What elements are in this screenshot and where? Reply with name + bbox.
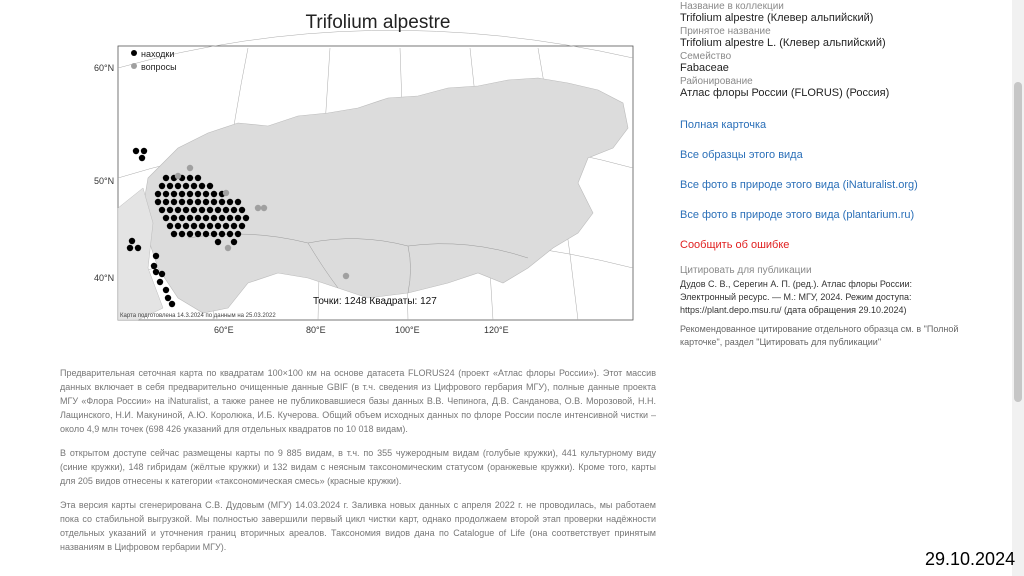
lat-label-50: 50°N <box>94 176 115 186</box>
legend-question-marker <box>131 63 137 69</box>
occurrence-point <box>171 199 177 205</box>
citation-note: Рекомендованное цитирование отдельного образца см. в "Полной карточке", раздел "Цитировать для публикации" <box>680 324 959 347</box>
occurrence-point <box>219 215 225 221</box>
occurrence-point <box>183 207 189 213</box>
occurrence-point <box>195 231 201 237</box>
occurrence-point <box>195 191 201 197</box>
lon-label-100: 100°E <box>395 325 420 335</box>
occurrence-point <box>207 223 213 229</box>
map-description <box>60 366 656 564</box>
family-value: Fabaceae <box>680 62 729 74</box>
distribution-map <box>94 8 648 348</box>
occurrence-point <box>239 207 245 213</box>
occurrence-point <box>255 205 261 211</box>
occurrence-point <box>167 183 173 189</box>
occurrence-point <box>163 199 169 205</box>
occurrence-point <box>223 207 229 213</box>
occurrence-point <box>195 215 201 221</box>
occurrence-point <box>187 175 193 181</box>
occurrence-point <box>159 271 165 277</box>
occurrence-point <box>175 223 181 229</box>
occurrence-point <box>223 223 229 229</box>
occurrence-point <box>195 199 201 205</box>
occurrence-point <box>163 215 169 221</box>
occurrence-point <box>235 199 241 205</box>
occurrence-point <box>239 223 245 229</box>
occurrence-point <box>219 199 225 205</box>
occurrence-point <box>211 199 217 205</box>
collection-name-label: Название в коллекции <box>680 1 784 12</box>
accepted-name-label: Принятое название <box>680 26 771 37</box>
occurrence-point <box>133 148 139 154</box>
scrollbar-thumb[interactable] <box>1014 82 1022 402</box>
occurrence-point <box>179 191 185 197</box>
family-label: Семейство <box>680 51 732 62</box>
inaturalist-photos-link[interactable]: Все фото в природе этого вида (iNaturalist.org) <box>680 179 918 191</box>
occurrence-point <box>199 183 205 189</box>
lon-label-60: 60°E <box>214 325 234 335</box>
citation-text: Дудов С. В., Серегин А. П. (ред.). Атлас флоры России: Электронный ресурс. — М.: МГУ, 2024. Режим доступа: https://plant.depo.msu.ru/ (дата обращения 29.10.2024) <box>680 279 913 315</box>
occurrence-point <box>191 223 197 229</box>
description-paragraph-1: Предварительная сеточная карта по квадратам 100×100 км на основе датасета FLORUS24 (проект «Атлас флоры России»). Этот массив данных включает в себя предварительно очищенные данные GBIF (в т.ч. сведения из Цифрового гербария МГУ), полные данные проекта МГУ «Флора России» на iNaturalist, а также ранее не публиковавшиеся базы данных В.В. Чепинога, Д.В. Санданова, О.В. Морозовой, Н.Н. Лащинского, Н.И. Макуниной, А.Ю. Королюка, И.Б. Кучерова. Общий объем исходных данных по флоре России после интенсивной чистки – около 4,9 млн точек (698 426 указаний для отдельных квадратов по 10 018 видам). <box>60 368 656 434</box>
occurrence-point <box>203 231 209 237</box>
occurrence-point <box>167 223 173 229</box>
occurrence-point <box>343 273 349 279</box>
occurrence-point <box>235 215 241 221</box>
occurrence-point <box>199 207 205 213</box>
cite-label: Цитировать для публикации <box>680 265 812 276</box>
occurrence-point <box>171 231 177 237</box>
occurrence-point <box>187 165 193 171</box>
occurrence-point <box>139 155 145 161</box>
map-canvas <box>94 8 648 348</box>
occurrence-point <box>187 231 193 237</box>
species-info-panel <box>680 0 980 349</box>
occurrence-point <box>169 301 175 307</box>
occurrence-point <box>141 148 147 154</box>
plantarium-photos-link[interactable]: Все фото в природе этого вида (plantarium.ru) <box>680 209 915 221</box>
occurrence-point <box>231 239 237 245</box>
occurrence-point <box>187 199 193 205</box>
occurrence-point <box>215 207 221 213</box>
occurrence-point <box>211 191 217 197</box>
occurrence-point <box>175 183 181 189</box>
legend-found-label: находки <box>141 49 175 59</box>
occurrence-point <box>235 231 241 237</box>
occurrence-point <box>207 207 213 213</box>
occurrence-point <box>243 215 249 221</box>
occurrence-point <box>223 190 229 196</box>
occurrence-point <box>215 239 221 245</box>
date-stamp: 29.10.2024 <box>925 549 1016 569</box>
map-footnote: Карта подготовлена 14.3.2024 по данным на 25.03.2022 <box>120 313 276 319</box>
occurrence-point <box>211 231 217 237</box>
occurrence-point <box>179 231 185 237</box>
occurrence-point <box>135 245 141 251</box>
occurrence-point <box>159 183 165 189</box>
report-error-link[interactable]: Сообщить об ошибке <box>680 239 790 251</box>
map-title: Trifolium alpestre <box>305 12 451 33</box>
lon-label-80: 80°E <box>306 325 326 335</box>
occurrence-point <box>151 263 157 269</box>
occurrence-point <box>155 199 161 205</box>
occurrence-point <box>157 279 163 285</box>
all-specimens-link[interactable]: Все образцы этого вида <box>680 149 803 161</box>
occurrence-point <box>215 223 221 229</box>
occurrence-point <box>153 253 159 259</box>
lat-label-60: 60°N <box>94 63 115 73</box>
occurrence-point <box>231 223 237 229</box>
occurrence-point <box>227 199 233 205</box>
occurrence-point <box>179 199 185 205</box>
occurrence-point <box>227 215 233 221</box>
region-value: Атлас флоры России (FLORUS) (Россия) <box>680 87 890 99</box>
occurrence-point <box>191 183 197 189</box>
occurrence-point <box>167 207 173 213</box>
occurrence-point <box>191 207 197 213</box>
occurrence-point <box>171 215 177 221</box>
occurrence-point <box>183 183 189 189</box>
occurrence-point <box>187 215 193 221</box>
legend-question-label: вопросы <box>141 62 177 72</box>
region-label: Районирование <box>680 76 753 87</box>
occurrence-point <box>211 215 217 221</box>
occurrence-point <box>175 173 181 179</box>
occurrence-point <box>129 238 135 244</box>
occurrence-point <box>203 191 209 197</box>
page-scrollbar[interactable] <box>1012 0 1024 576</box>
description-paragraph-3: Эта версия карты сгенерирована С.В. Дудовым (МГУ) 14.03.2024 г. Заливка новых данных с апреля 2022 г. не проводилась, мы работаем пока со стабильной выгрузкой. Мы полностью завершили первый цикл чистки карт, однако продолжаем второй этап проверки надёжности отдельных указаний и уточнения границ вторичных ареалов. Таксономия видов дана по Catalogue of Life (она соответствует принятым названиям в Цифровом гербарии МГУ). <box>60 500 656 552</box>
lon-label-120: 120°E <box>484 325 509 335</box>
occurrence-point <box>219 231 225 237</box>
occurrence-point <box>163 191 169 197</box>
legend-found-marker <box>131 50 137 56</box>
occurrence-point <box>163 287 169 293</box>
occurrence-point <box>199 223 205 229</box>
occurrence-point <box>225 245 231 251</box>
occurrence-point <box>203 215 209 221</box>
occurrence-point <box>127 245 133 251</box>
collection-name-value: Trifolium alpestre (Клевер альпийский) <box>680 12 874 24</box>
occurrence-point <box>187 191 193 197</box>
occurrence-point <box>207 183 213 189</box>
lat-label-40: 40°N <box>94 273 115 283</box>
occurrence-point <box>203 199 209 205</box>
occurrence-point <box>153 269 159 275</box>
map-stats: Точки: 1248 Квадраты: 127 <box>313 296 437 307</box>
occurrence-point <box>175 207 181 213</box>
occurrence-point <box>261 205 267 211</box>
occurrence-point <box>171 191 177 197</box>
accepted-name-value: Trifolium alpestre L. (Клевер альпийский) <box>680 37 886 49</box>
full-card-link[interactable]: Полная карточка <box>680 119 767 131</box>
occurrence-point <box>163 175 169 181</box>
occurrence-point <box>227 231 233 237</box>
occurrence-point <box>159 207 165 213</box>
occurrence-point <box>155 191 161 197</box>
description-paragraph-2: В открытом доступе сейчас размещены карты по 9 885 видам, в т.ч. по 355 чужеродным видам (голубые кружки), 441 культурному виду (синие кружки), 148 гибридам (жёлтые кружки) и 132 видам с неясным таксономическим статусом (оранжевые кружки). Кроме того, карты для 205 видов отнесены к категории «таксономическая смесь» (красные кружки). <box>60 448 656 486</box>
occurrence-point <box>165 295 171 301</box>
occurrence-point <box>183 223 189 229</box>
occurrence-point <box>179 215 185 221</box>
occurrence-point <box>231 207 237 213</box>
occurrence-point <box>195 175 201 181</box>
